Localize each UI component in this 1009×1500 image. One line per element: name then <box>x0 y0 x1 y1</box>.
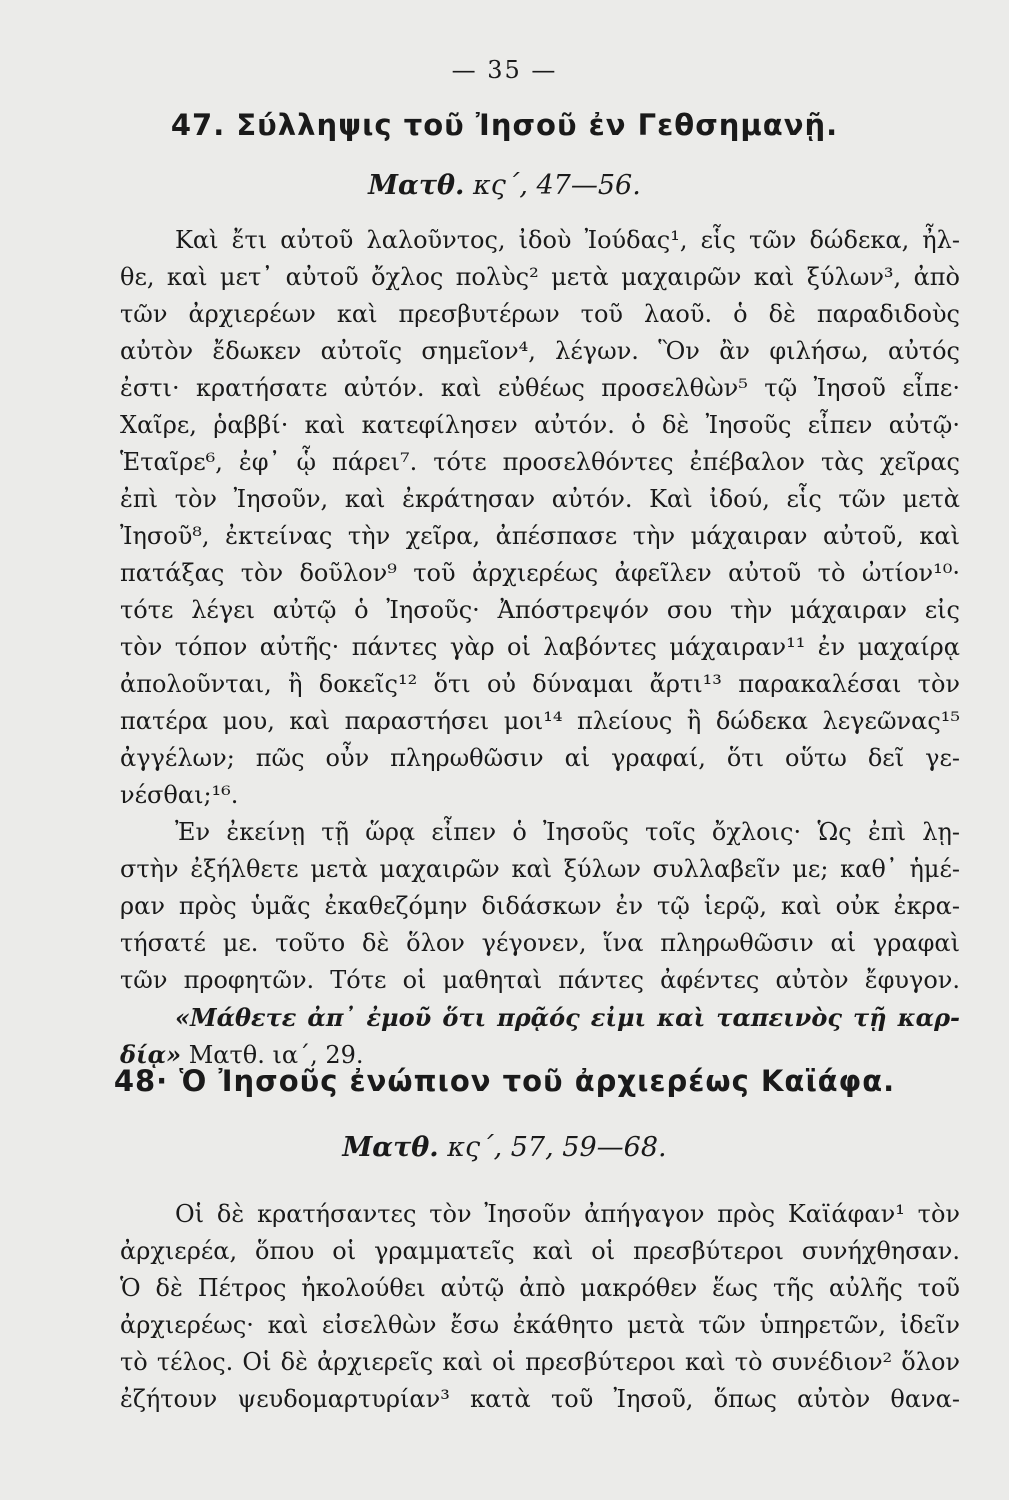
text-line: Καὶ ἔτι αὐτοῦ λαλοῦντος, ἰδοὺ Ἰούδας¹, εἷς τῶν δώδεκα, ἦλ- <box>175 226 960 254</box>
text-line: Ἑταῖρε⁶, ἐφ᾽ ᾧ πάρει⁷. τότε προσελθόντες ἐπέβαλον τὰς χεῖρας <box>120 448 960 476</box>
section-47-text <box>120 222 960 1073</box>
text-line: θε, καὶ μετ᾽ αὐτοῦ ὄχλος πολὺς² μετὰ μαχαιρῶν καὶ ξύλων³, ἀπὸ <box>120 263 960 291</box>
section-title-47: 47. Σύλληψις τοῦ Ἰησοῦ ἐν Γεθσημανῇ. <box>170 108 839 142</box>
text-line: Ὁ δὲ Πέτρος ἠκολούθει αὐτῷ ἀπὸ μακρόθεν ἕως τῆς αὐλῆς τοῦ <box>120 1274 960 1302</box>
text-line: τήσατέ με. τοῦτο δὲ ὅλον γέγονεν, ἵνα πληρωθῶσιν αἱ γραφαὶ <box>120 929 960 957</box>
text-line: ἀρχιερέως· καὶ εἰσελθὼν ἔσω ἐκάθητο μετὰ τῶν ὑπηρετῶν, ἰδεῖν <box>120 1311 960 1339</box>
text-line: τὸ τέλος. Οἱ δὲ ἀρχιερεῖς καὶ οἱ πρεσβύτεροι καὶ τὸ συνέδιον² ὅλον <box>120 1348 960 1376</box>
reference-book: Ματθ. <box>342 1132 439 1163</box>
text-line: στὴν ἐξήλθετε μετὰ μαχαιρῶν καὶ ξύλων συλλαβεῖν με; καθ᾽ ἡμέ- <box>120 855 960 883</box>
text-line: ἀπολοῦνται, ἢ δοκεῖς¹² ὅτι οὐ δύναμαι ἄρτι¹³ παρακαλέσαι τὸν <box>120 670 960 698</box>
text-line: τῶν ἀρχιερέων καὶ πρεσβυτέρων τοῦ λαοῦ. ὁ δὲ παραδιδοὺς <box>120 300 960 328</box>
text-line: Ἰησοῦ⁸, ἐκτείνας τὴν χεῖρα, ἀπέσπασε τὴν μάχαιραν αὐτοῦ, καὶ <box>120 522 960 550</box>
text-line: ἀρχιερέα, ὅπου οἱ γραμματεῖς καὶ οἱ πρεσβύτεροι συνήχθησαν. <box>120 1237 960 1265</box>
text-line: πατέρα μου, καὶ παραστήσει μοι¹⁴ πλείους ἢ δώδεκα λεγεῶνας¹⁵ <box>120 707 960 735</box>
reference-chapter-verses: κς΄, 47—56. <box>473 170 641 201</box>
text-line: νέσθαι;¹⁶. <box>120 781 239 809</box>
text-line: ραν πρὸς ὑμᾶς ἐκαθεζόμην διδάσκων ἐν τῷ ἱερῷ, καὶ οὐκ ἐκρα- <box>120 892 960 920</box>
reference-chapter-verses: κς΄, 57, 59—68. <box>447 1132 667 1163</box>
text-line: ἀγγέλων; πῶς οὖν πληρωθῶσιν αἱ γραφαί, ὅτι οὕτω δεῖ γε- <box>120 744 960 772</box>
page-number: — 35 — <box>451 56 558 84</box>
text-line: Ἐν ἐκείνῃ τῇ ὥρᾳ εἶπεν ὁ Ἰησοῦς τοῖς ὄχλοις· Ὡς ἐπὶ λῃ- <box>175 818 960 846</box>
reference-book: Ματθ. <box>368 170 465 201</box>
scripture-reference-47 <box>0 170 1009 201</box>
text-line: τὸν τόπον αὐτῆς· πάντες γὰρ οἱ λαβόντες μάχαιραν¹¹ ἐν μαχαίρᾳ <box>120 633 960 661</box>
text-line: ἐπὶ τὸν Ἰησοῦν, καὶ ἐκράτησαν αὐτόν. Καὶ ἰδού, εἷς τῶν μετὰ <box>120 485 960 513</box>
quote-line: «Μάθετε ἀπ᾽ ἐμοῦ ὅτι πρᾷός εἰμι καὶ ταπεινὸς τῇ καρ- <box>175 1003 960 1032</box>
section-title-48: 48· Ὁ Ἰησοῦς ἐνώπιον τοῦ ἀρχιερέως Καϊάφα. <box>113 1064 896 1098</box>
text-line: ἐστι· κρατήσατε αὐτόν. καὶ εὐθέως προσελθὼν⁵ τῷ Ἰησοῦ εἶπε· <box>120 374 960 402</box>
text-line: Χαῖρε, ῥαββί· καὶ κατεφίλησεν αὐτόν. ὁ δὲ Ἰησοῦς εἶπεν αὐτῷ· <box>120 411 960 439</box>
text-line: Οἱ δὲ κρατήσαντες τὸν Ἰησοῦν ἀπήγαγον πρὸς Καϊάφαν¹ τὸν <box>175 1200 960 1228</box>
text-line: πατάξας τὸν δοῦλον⁹ τοῦ ἀρχιερέως ἀφεῖλεν αὐτοῦ τὸ ὠτίον¹⁰· <box>120 559 960 587</box>
scripture-reference-48 <box>0 1132 1009 1163</box>
text-line: τότε λέγει αὐτῷ ὁ Ἰησοῦς· Ἀπόστρεψόν σου τὴν μάχαιραν εἰς <box>120 596 960 624</box>
text-line: τῶν προφητῶν. Τότε οἱ μαθηταὶ πάντες ἀφέντες αὐτὸν ἔφυγον. <box>120 966 960 994</box>
text-line: ἐζήτουν ψευδομαρτυρίαν³ κατὰ τοῦ Ἰησοῦ, ὅπως αὐτὸν θανα- <box>120 1385 960 1413</box>
quote-end: δίᾳ» <box>120 1040 182 1069</box>
section-48-text <box>120 1196 960 1418</box>
quote-reference: Ματθ. ια΄, 29. <box>188 1041 364 1069</box>
text-line: αὐτὸν ἔδωκεν αὐτοῖς σημεῖον⁴, λέγων. Ὃν ἂν φιλήσω, αὐτός <box>120 337 960 365</box>
